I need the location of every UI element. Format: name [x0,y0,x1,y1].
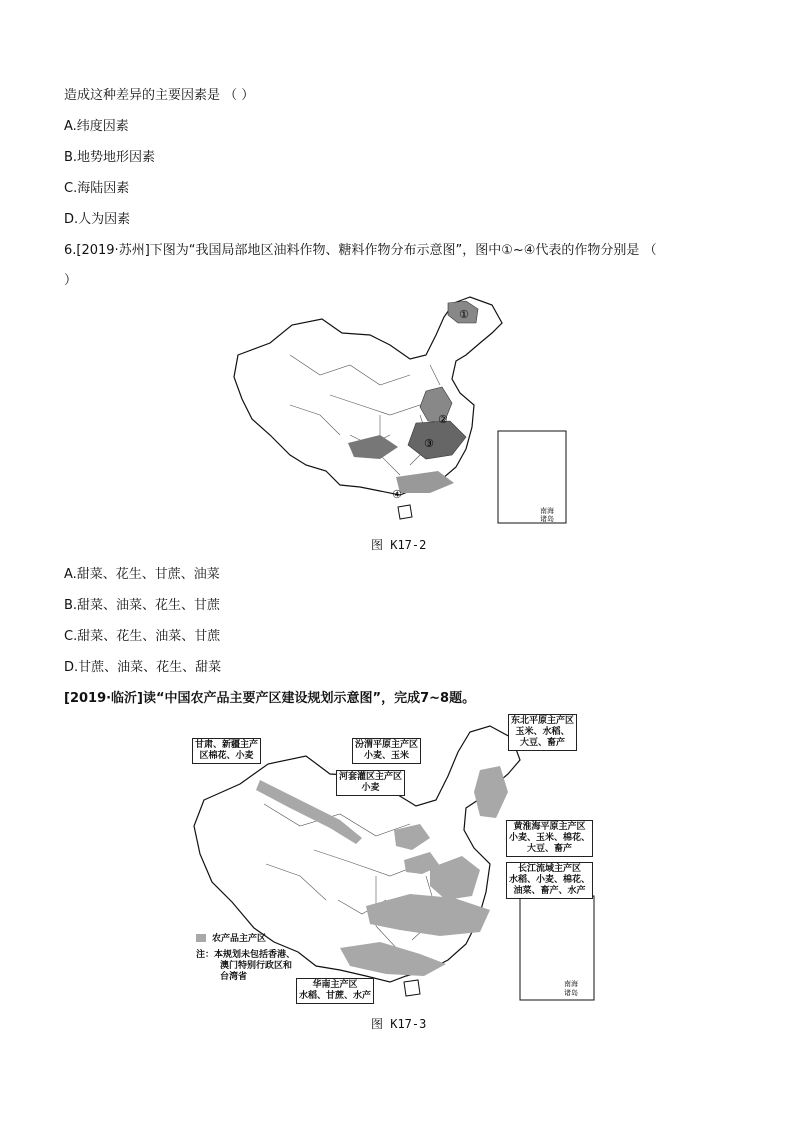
label-fenwei-line1: 汾渭平原主产区 [355,740,419,750]
q6-stem-line1: 6.[2019·苏州]下图为“我国局部地区油料作物、糖料作物分布示意图”，图中①~④代表的作物分别是 （ [64,243,657,258]
hainan-island [398,505,412,519]
label-huanan-line1: 华南主产区 [312,980,358,990]
q5-option-c: C.海陆因素 [64,181,130,196]
marker-1: ① [459,308,469,321]
q6-option-c: C.甜菜、花生、油菜、甘蔗 [64,629,221,644]
label-changjiang-line3: 油菜、畜产、水产 [513,886,586,896]
legend-swatch [196,934,206,942]
inset1-label-1: 南海 [540,507,554,515]
label-dongbei-line3: 大豆、畜产 [520,738,566,748]
q6-option-d: D.甘蔗、油菜、花生、甜菜 [64,660,222,675]
label-gansu-xinjiang [192,738,261,764]
label-fenwei [352,738,421,764]
label-hetao-line2: 小麦 [361,783,380,793]
label-gansu-line2: 区棉花、小麦 [199,751,254,761]
legend-label: 农产品主产区 [212,934,267,944]
label-hetao-line1: 河套灌区主产区 [339,772,403,782]
oil-sugar-crop-map [230,295,570,527]
map-note-line1: 注：本规划未包括香港、 [196,950,296,960]
label-changjiang [506,862,593,899]
south-sea-inset [498,431,566,523]
q6-stem-line2: ） [64,273,78,288]
label-dongbei-line2: 玉米、水稻、 [515,727,570,737]
label-huanghuai-line1: 黄淮海平原主产区 [513,822,586,832]
marker-4: ④ [392,488,402,501]
marker-3: ③ [424,437,434,450]
south-sea-inset-2 [520,896,594,1000]
label-huanghuai-line3: 大豆、畜产 [527,844,573,854]
label-fenwei-line2: 小麦、玉米 [364,751,410,761]
q5-option-d: D.人为因素 [64,212,131,227]
q6-option-b: B.甜菜、油菜、花生、甘蔗 [64,598,221,613]
inset2-label-1: 南海 [564,980,578,988]
inset1-label-2: 诸岛 [540,515,554,523]
label-huanghuai [506,820,593,857]
label-huanghuai-line2: 小麦、玉米、棉花、 [509,833,591,843]
label-hetao [336,770,405,796]
map1-caption: 图 K17-2 [371,538,427,552]
q6-option-a: A.甜菜、花生、甘蔗、油菜 [64,567,220,582]
label-dongbei [508,714,577,751]
label-gansu-line1: 甘肃、新疆主产 [195,740,259,750]
hainan-island-2 [404,980,420,996]
china-outline [234,297,502,495]
label-changjiang-line1: 长江流域主产区 [518,864,582,874]
map2-caption: 图 K17-3 [371,1017,427,1031]
q5-option-a: A.纬度因素 [64,119,129,134]
q78-intro: [2019·临沂]读“中国农产品主要产区建设规划示意图”，完成7~8题。 [64,691,476,706]
label-huanan [296,978,374,1004]
q5-option-b: B.地势地形因素 [64,150,156,165]
inset2-label-2: 诸岛 [564,989,578,997]
map-note-line2: 澳门特别行政区和 [220,961,293,971]
q5-stem: 造成这种差异的主要因素是 （ ） [64,88,255,103]
label-changjiang-line2: 水稻、小麦、棉花、 [509,875,591,885]
map-note [196,950,295,983]
label-huanan-line2: 水稻、甘蔗、水产 [299,991,372,1001]
label-dongbei-line1: 东北平原主产区 [511,716,575,726]
marker-2: ② [438,413,448,426]
map-note-line3: 台湾省 [220,972,248,982]
